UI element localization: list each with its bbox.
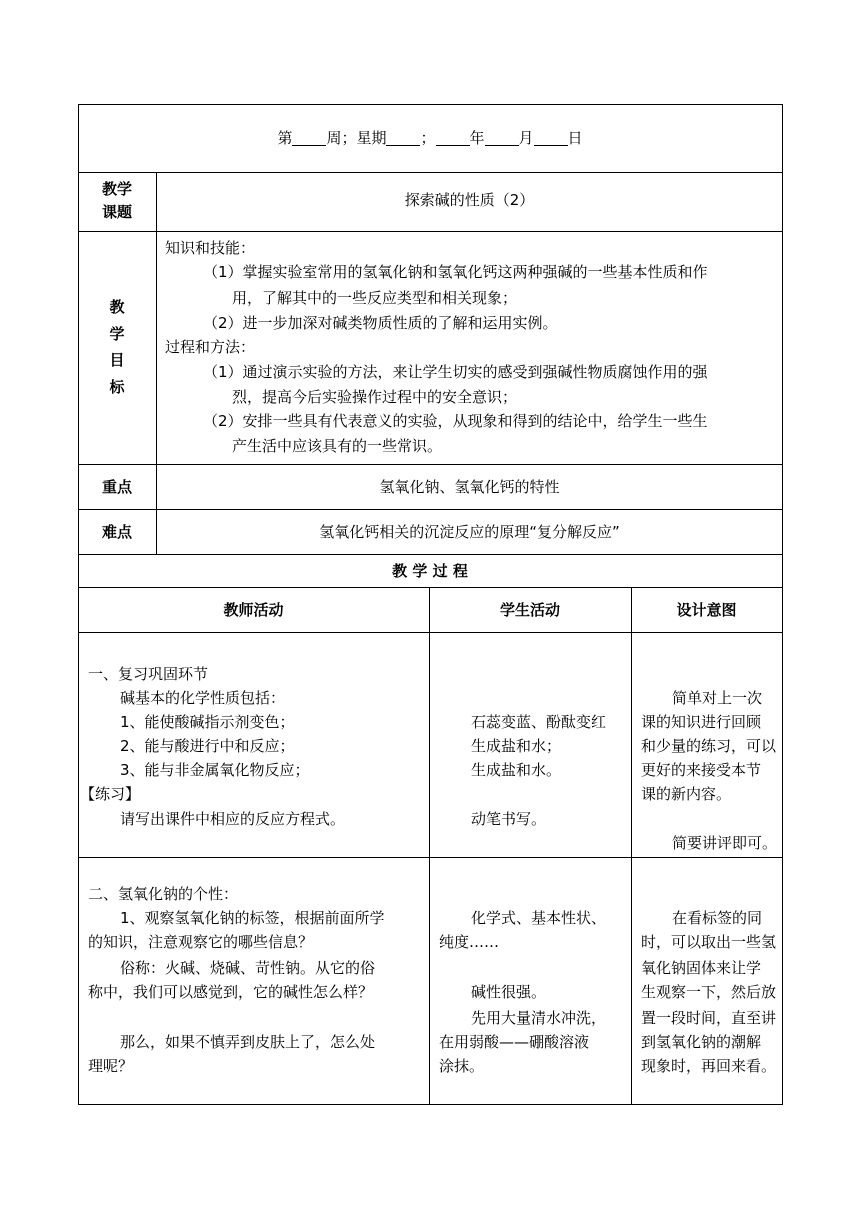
objectives-label-char: 标 — [109, 378, 125, 396]
design-line: 课的知识进行回顾 — [641, 713, 762, 731]
student-line: 生成盐和水； — [471, 737, 562, 755]
table-border — [78, 587, 783, 588]
teacher-line: 称中，我们可以感觉到，它的碱性怎么样？ — [88, 983, 374, 1001]
process-title: 教 学 过 程 — [392, 562, 468, 580]
key-point-value: 氢氧化钠、氢氧化钙的特性 — [379, 478, 560, 496]
design-line: 现象时，再回来看。 — [641, 1057, 777, 1075]
topic-value: 探索碱的性质（2） — [404, 191, 535, 209]
student-line: 石蕊变蓝、酚酞变红 — [471, 713, 607, 731]
student-line: 先用大量清水冲洗， — [471, 1009, 607, 1027]
design-line: 和少量的练习，可以 — [641, 737, 777, 755]
table-border — [78, 104, 783, 105]
teacher-line: 理呢？ — [88, 1057, 134, 1075]
teacher-line: 【练习】 — [80, 785, 141, 803]
topic-label-line2: 课题 — [101, 203, 132, 221]
year-blank — [436, 129, 470, 146]
teacher-line: 的知识，注意观察它的哪些信息？ — [88, 933, 314, 951]
table-border — [78, 231, 783, 232]
key-point-label: 重点 — [101, 478, 132, 496]
teacher-activity-header: 教师活动 — [223, 601, 284, 619]
objectives-line: 烈，提高今后实验操作过程中的安全意识； — [232, 388, 518, 406]
objectives-label-char: 学 — [109, 325, 125, 343]
design-line: 置一段时间，直至讲 — [641, 1009, 777, 1027]
objectives-label-char: 教 — [109, 298, 125, 316]
objectives-line: （2）进一步加深对碱类物质性质的了解和运用实例。 — [203, 314, 558, 332]
design-line: 生观察一下，然后放 — [641, 983, 777, 1001]
design-line: 课的新内容。 — [641, 785, 732, 803]
design-line: 简单对上一次 — [672, 689, 763, 707]
design-line: 更好的来接受本节 — [641, 761, 762, 779]
week-blank — [292, 129, 326, 146]
objectives-line: 知识和技能： — [165, 239, 256, 257]
date-weekday-label: 周；星期 — [326, 129, 387, 147]
teacher-line: 一、复习巩固环节 — [88, 665, 209, 683]
objectives-line: （1）掌握实验室常用的氢氧化钠和氢氧化钙这两种强碱的一些基本性质和作 — [203, 263, 708, 281]
table-border — [78, 857, 783, 858]
table-border — [78, 554, 783, 555]
difficulty-label: 难点 — [101, 523, 132, 541]
difficulty-value: 氢氧化钙相关的沉淀反应的原理“复分解反应” — [319, 523, 620, 541]
teacher-line: 那么，如果不慎弄到皮肤上了，怎么处 — [120, 1033, 376, 1051]
table-border — [78, 632, 783, 633]
objectives-line: 过程和方法： — [165, 338, 256, 356]
design-line: 氧化钠固体来让学 — [641, 959, 762, 977]
date-day-label: 日 — [567, 129, 583, 147]
student-line: 化学式、基本性状、 — [471, 909, 607, 927]
design-line: 简要讲评即可。 — [672, 834, 778, 852]
date-year-label: 年 — [469, 129, 485, 147]
student-line: 生成盐和水。 — [471, 761, 562, 779]
table-border — [78, 1104, 783, 1105]
student-line: 在用弱酸——硼酸溶液 — [439, 1033, 590, 1051]
date-separator: ； — [420, 129, 436, 147]
design-line: 时，可以取出一些氢 — [641, 933, 777, 951]
table-border — [78, 464, 783, 465]
table-border — [631, 587, 632, 1105]
objectives-line: （1）通过演示实验的方法，来让学生切实的感受到强碱性物质腐蚀作用的强 — [203, 363, 708, 381]
day-blank — [534, 129, 568, 146]
weekday-blank — [386, 129, 420, 146]
student-line: 动笔书写。 — [471, 810, 547, 828]
teacher-line: 二、氢氧化钠的个性： — [88, 885, 239, 903]
design-line: 到氢氧化钠的潮解 — [641, 1033, 762, 1051]
teacher-line: 碱基本的化学性质包括： — [120, 689, 286, 707]
teacher-line: 俗称：火碱、烧碱、苛性钠。从它的俗 — [120, 959, 376, 977]
topic-label-line1: 教学 — [101, 180, 132, 198]
student-line: 纯度…… — [439, 933, 500, 951]
table-border — [78, 509, 783, 510]
date-line — [0, 126, 860, 150]
teacher-line: 1、观察氢氧化钠的标签，根据前面所学 — [120, 909, 385, 927]
objectives-label-char: 目 — [109, 351, 125, 369]
objectives-line: 用，了解其中的一些反应类型和相关现象； — [232, 289, 518, 307]
objectives-line: （2）安排一些具有代表意义的实验，从现象和得到的结论中，给学生一些生 — [203, 412, 708, 430]
table-border — [782, 104, 783, 1105]
teacher-line: 请写出课件中相应的反应方程式。 — [120, 810, 346, 828]
date-week-prefix: 第 — [277, 129, 293, 147]
teacher-line: 1、能使酸碱指示剂变色； — [120, 713, 295, 731]
student-activity-header: 学生活动 — [499, 601, 560, 619]
teacher-line: 3、能与非金属氧化物反应； — [120, 761, 310, 779]
design-line: 在看标签的同 — [672, 909, 763, 927]
teacher-line: 2、能与酸进行中和反应； — [120, 737, 295, 755]
table-border — [78, 172, 783, 173]
design-intent-header: 设计意图 — [676, 601, 737, 619]
date-month-label: 月 — [518, 129, 534, 147]
objectives-line: 产生活中应该具有的一些常识。 — [232, 437, 443, 455]
student-line: 涂抹。 — [439, 1057, 485, 1075]
table-border — [429, 587, 430, 1105]
month-blank — [485, 129, 519, 146]
student-line: 碱性很强。 — [471, 983, 547, 1001]
